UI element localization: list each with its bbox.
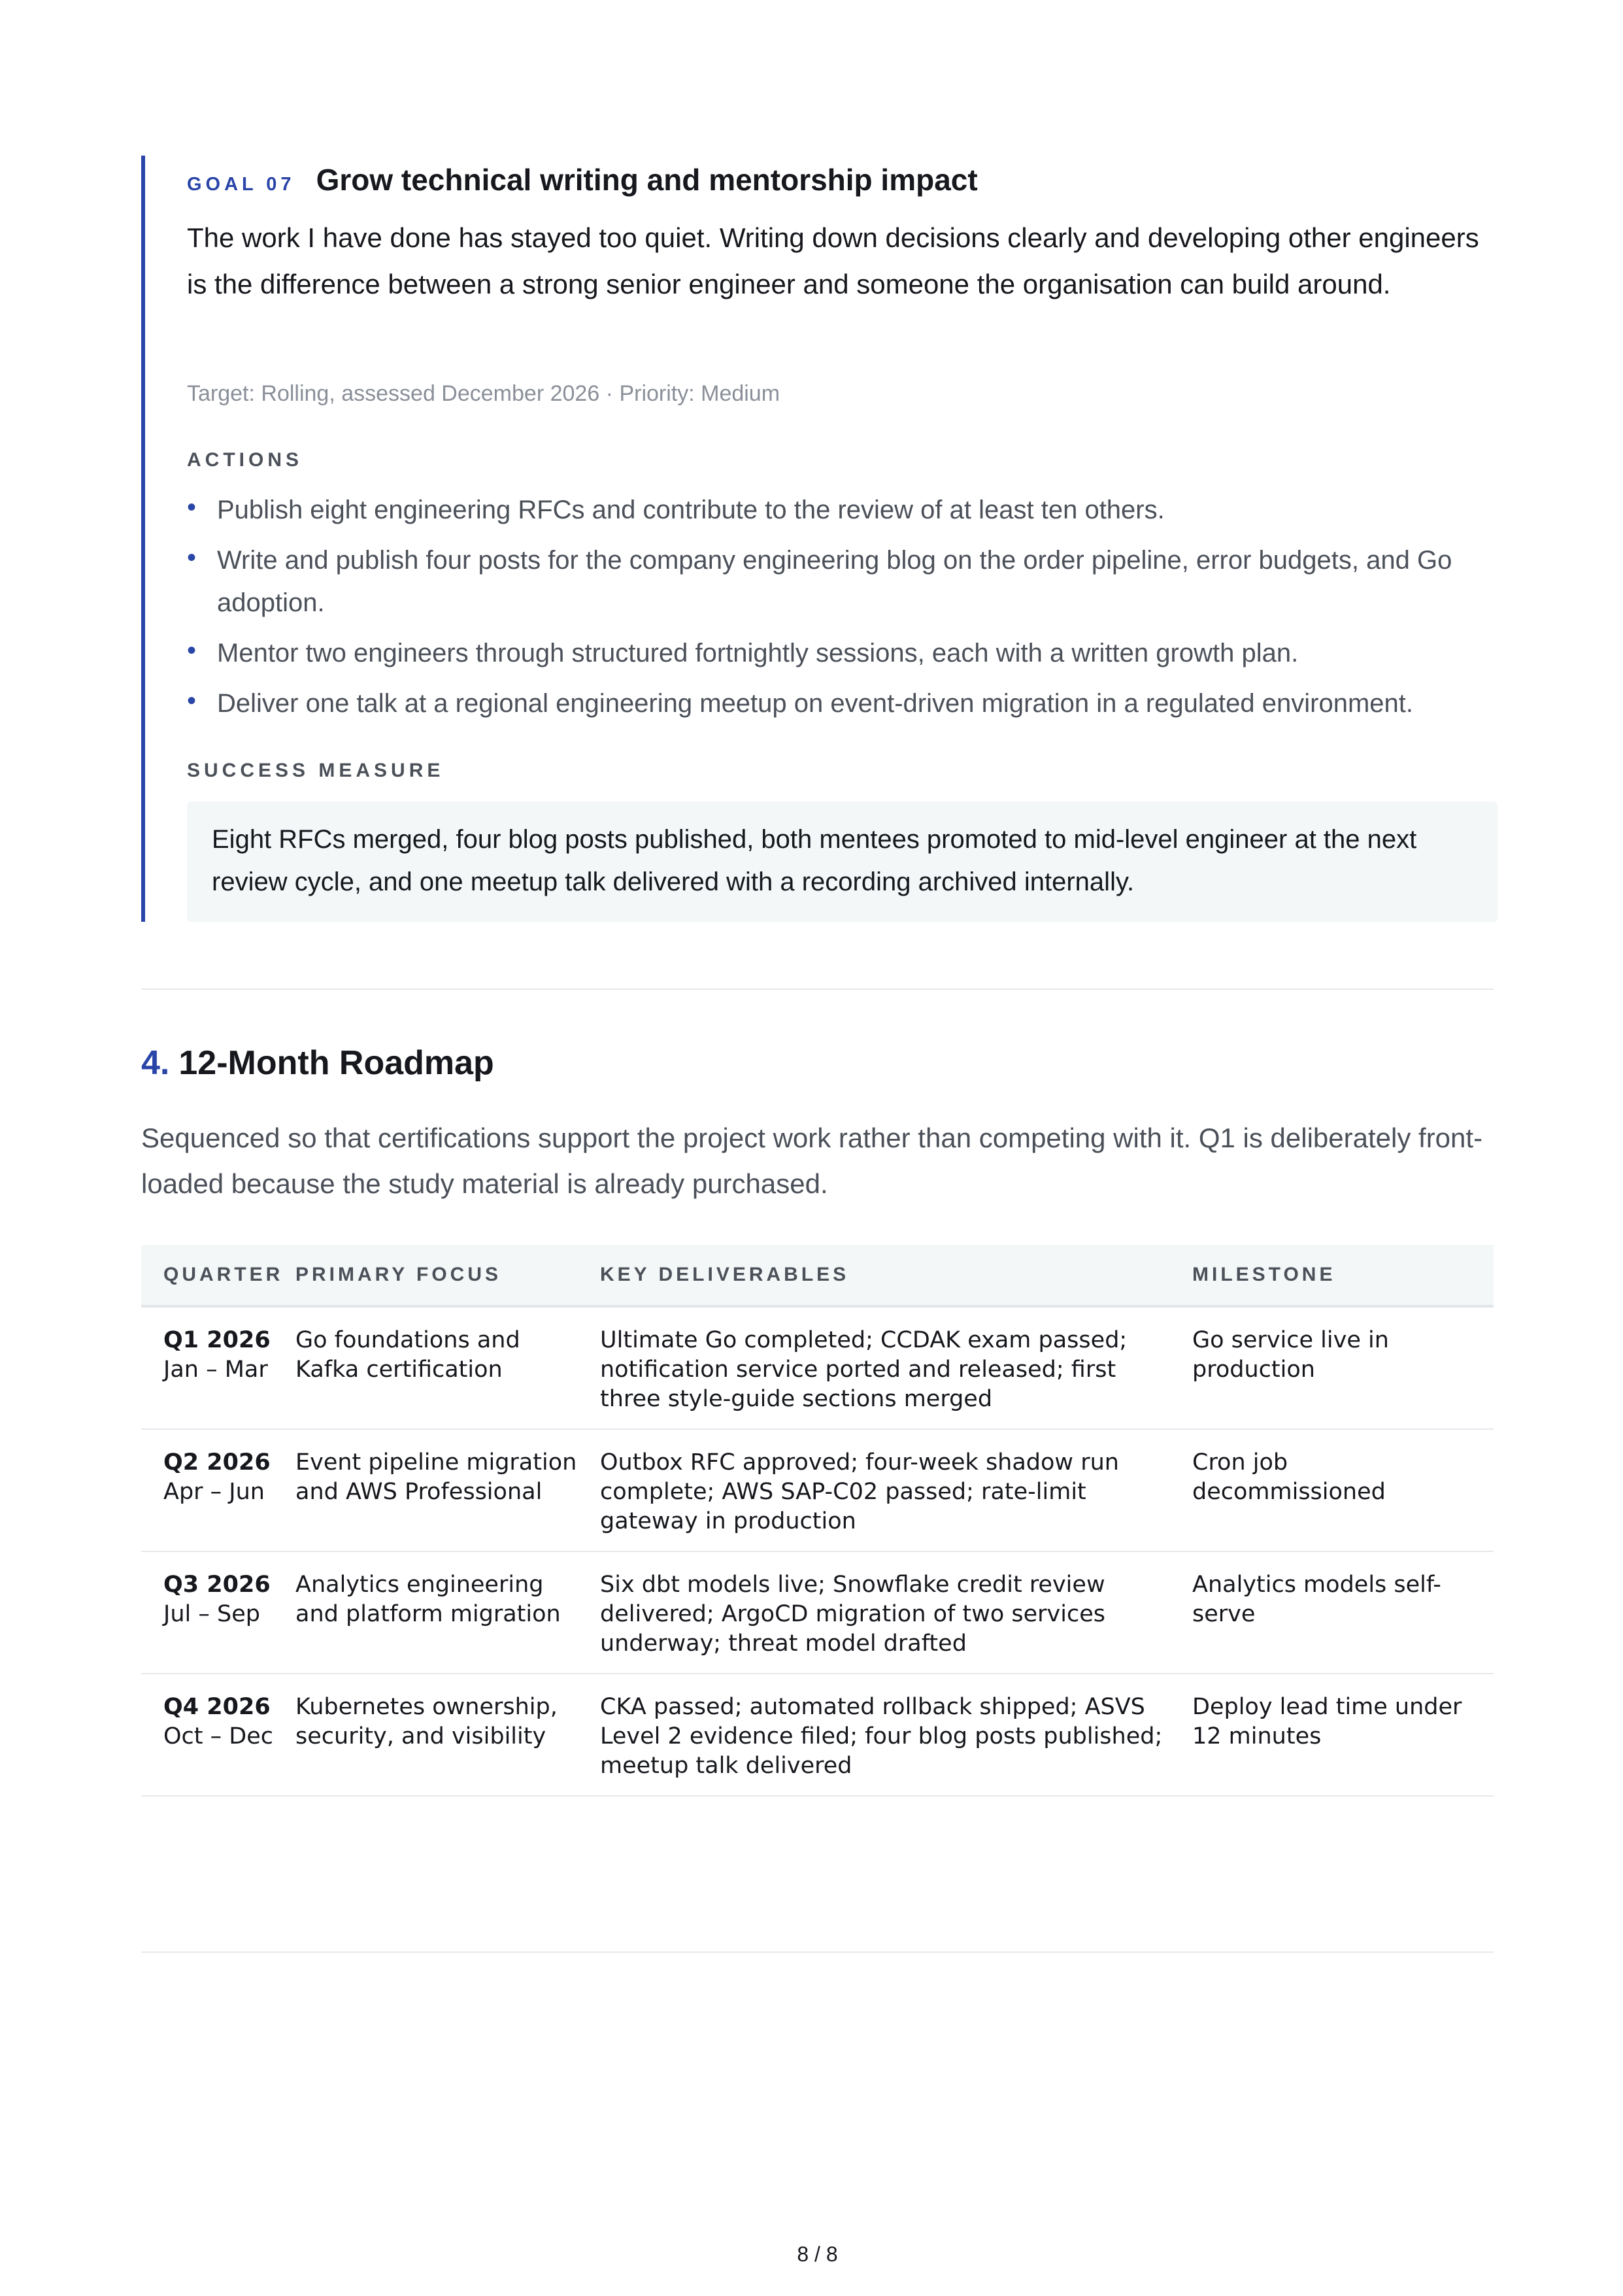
goal-header — [187, 162, 978, 197]
focus-cell: Analytics engineering and platform migration — [295, 1551, 600, 1674]
focus-cell: Event pipeline migration and AWS Professional — [295, 1429, 600, 1551]
deliverables-cell: Six dbt models live; Snowflake credit review delivered; ArgoCD migration of two services underway; threat model drafted — [600, 1551, 1192, 1674]
action-text: Mentor two engineers through structured fortnightly sessions, each with a written growth plan. — [217, 639, 1299, 667]
bullet-icon: • — [187, 686, 197, 715]
table-row — [141, 1429, 1494, 1551]
quarter-range: Oct – Dec — [163, 1723, 273, 1749]
milestone-cell: Analytics models self-serve — [1192, 1551, 1494, 1674]
action-text: Write and publish four posts for the company engineering blog on the order pipeline, error budgets, and Go adoption. — [217, 546, 1452, 617]
deliverables-cell: CKA passed; automated rollback shipped; ASVS Level 2 evidence filed; four blog posts published; meetup talk delivered — [600, 1674, 1192, 1796]
goal-title: Grow technical writing and mentorship impact — [316, 163, 978, 197]
goal-card — [141, 156, 1494, 922]
quarter-cell — [141, 1429, 295, 1551]
quarter-range: Jul – Sep — [163, 1601, 260, 1627]
quarter-label: Q1 2026 — [163, 1327, 271, 1353]
page-end-divider — [141, 1951, 1494, 1953]
milestone-cell: Deploy lead time under 12 minutes — [1192, 1674, 1494, 1796]
roadmap-table — [141, 1245, 1494, 1797]
milestone-cell: Cron job decommissioned — [1192, 1429, 1494, 1551]
quarter-range: Apr – Jun — [163, 1479, 265, 1505]
quarter-cell — [141, 1306, 295, 1429]
action-text: Publish eight engineering RFCs and contribute to the review of at least ten others. — [217, 496, 1165, 524]
page-number: 8 / 8 — [797, 2242, 838, 2266]
actions-list — [187, 489, 1498, 733]
quarter-cell — [141, 1674, 295, 1796]
goal-description: The work I have done has stayed too quiet. Writing down decisions clearly and developing other engineers is the difference between a strong senior engineer and someone the organisation can build around. — [187, 222, 1479, 299]
quarter-label: Q2 2026 — [163, 1449, 271, 1476]
quarter-cell — [141, 1551, 295, 1674]
action-item — [187, 632, 1498, 675]
section-divider — [141, 988, 1494, 990]
section-heading — [141, 1043, 494, 1083]
table-row — [141, 1674, 1494, 1796]
document-page — [141, 0, 1494, 2296]
column-header-focus: PRIMARY FOCUS — [295, 1245, 600, 1306]
section-intro: Sequenced so that certifications support the project work rather than competing with it. Q1 is deliberately front-loaded because the study material is already purchased. — [141, 1123, 1483, 1199]
actions-label: ACTIONS — [187, 449, 303, 471]
section-number: 4. — [141, 1044, 170, 1082]
section-title: 12-Month Roadmap — [178, 1044, 494, 1082]
action-item — [187, 539, 1498, 624]
action-item — [187, 683, 1498, 725]
deliverables-cell: Ultimate Go completed; CCDAK exam passed; notification service ported and released; first three style-guide sections merged — [600, 1306, 1192, 1429]
bullet-icon: • — [187, 636, 197, 665]
deliverables-cell: Outbox RFC approved; four-week shadow run complete; AWS SAP-C02 passed; rate-limit gateway in production — [600, 1429, 1192, 1551]
action-text: Deliver one talk at a regional engineering meetup on event-driven migration in a regulated environment. — [217, 689, 1413, 718]
table-row — [141, 1306, 1494, 1429]
bullet-icon: • — [187, 543, 197, 572]
column-header-quarter: QUARTER — [141, 1245, 295, 1306]
column-header-milestone: MILESTONE — [1192, 1245, 1494, 1306]
action-item — [187, 489, 1498, 532]
table-row — [141, 1551, 1494, 1674]
quarter-label: Q3 2026 — [163, 1572, 271, 1598]
column-header-deliverables: KEY DELIVERABLES — [600, 1245, 1192, 1306]
success-measure-label: SUCCESS MEASURE — [187, 760, 444, 781]
bullet-icon: • — [187, 493, 197, 522]
table-header-row — [141, 1245, 1494, 1306]
focus-cell: Go foundations and Kafka certification — [295, 1306, 600, 1429]
goal-meta: Target: Rolling, assessed December 2026 · Priority: Medium — [187, 381, 780, 406]
focus-cell: Kubernetes ownership, security, and visibility — [295, 1674, 600, 1796]
milestone-cell: Go service live in production — [1192, 1306, 1494, 1429]
quarter-range: Jan – Mar — [163, 1357, 268, 1383]
success-measure-box: Eight RFCs merged, four blog posts published, both mentees promoted to mid-level engineer at the next review cycle, and one meetup talk delivered with a recording archived internally. — [187, 802, 1498, 922]
quarter-label: Q4 2026 — [163, 1694, 271, 1720]
goal-tag: GOAL 07 — [187, 174, 295, 195]
